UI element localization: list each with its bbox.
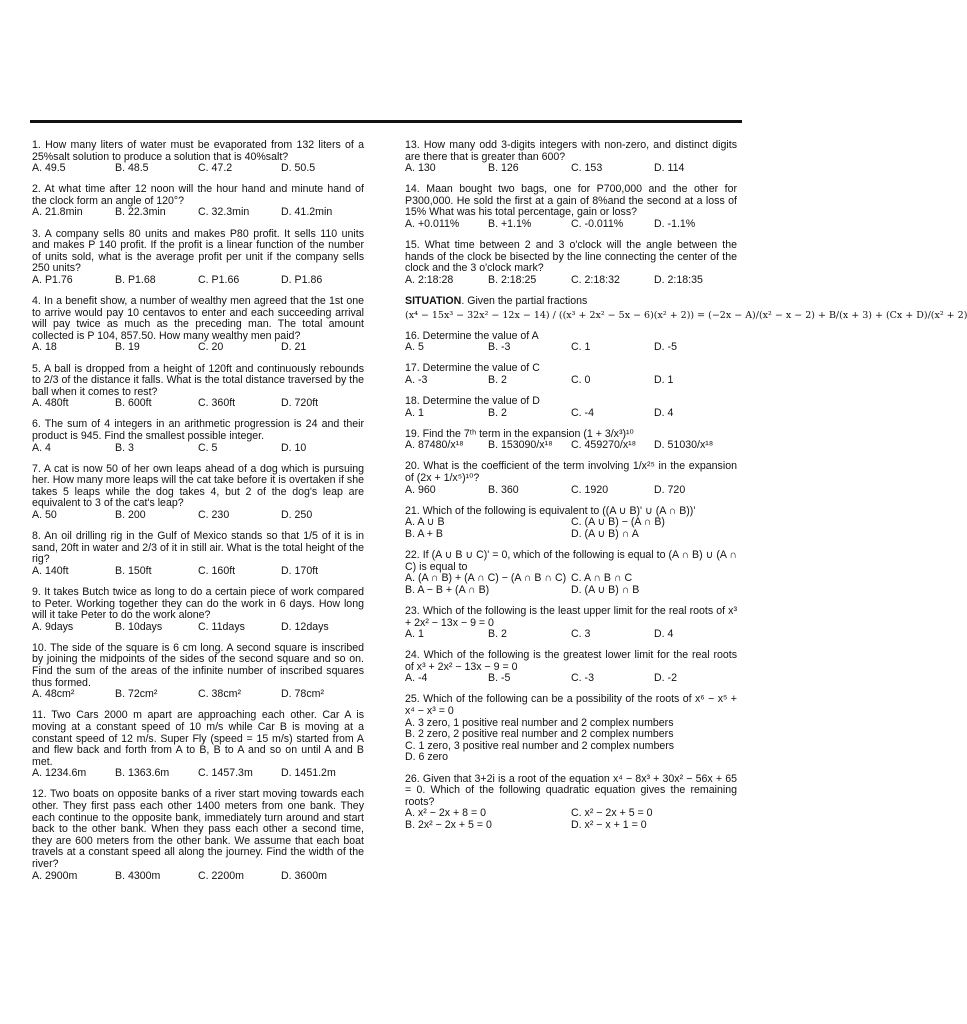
options [32, 275, 364, 287]
option-a: A. 50 [32, 509, 57, 522]
question-15 [405, 240, 737, 286]
option-b: B. 19 [115, 341, 140, 354]
option-b: B. 10days [115, 620, 163, 633]
option-b: B. 2:18:25 [488, 273, 537, 286]
question-stem: 13. How many odd 3-digits integers with non-zero, and distinct digits are there that is greater than 600? [405, 139, 737, 163]
question-9 [32, 587, 364, 633]
option-d: D. 51030/x¹⁸ [654, 439, 714, 452]
option-c: C. -4 [571, 406, 594, 419]
option-d: D. 1451.2m [281, 767, 336, 780]
option-c: C. 1457.3m [198, 767, 253, 780]
option-d: D. 50.5 [281, 162, 316, 175]
question-stem: 18. Determine the value of D [405, 395, 540, 408]
options [32, 566, 364, 578]
question-16 [405, 331, 737, 354]
option-b: B. 48.5 [115, 162, 149, 175]
question-stem: 16. Determine the value of A [405, 329, 539, 342]
question-stem: 7. A cat is now 50 of her own leaps ahead of a dog which is pursuing her. How many more leaps will the cat take before it is overtaken if she takes 5 leaps while the dog takes 4, but 2 of the dog's leap are equivalent to 3 of the cat's leap? [32, 462, 364, 510]
question-stem: 12. Two boats on opposite banks of a river start moving towards each other. They first pass each other 1400 meters from one bank. They each continue to the opposite bank, immediately turn around and start back to the other bank. When they pass each other a second time, they are 600 meters from the other bank. We assume that each boat travels at a constant speed all along the journey. Find the width of the river? [32, 788, 364, 870]
options [32, 342, 364, 354]
question-24 [405, 650, 737, 685]
option-a: A. 1 [405, 628, 424, 641]
options [405, 275, 737, 287]
option-c: C. 11days [198, 620, 245, 633]
option-d: D. 720 [654, 483, 686, 496]
question-stem: 25. Which of the following can be a possibility of the roots of x⁶ − x⁵ + x⁴ − x³ = 0 [405, 693, 737, 718]
option-a: A. A ∪ B [405, 516, 445, 529]
options [405, 485, 737, 497]
question-21 [405, 506, 737, 541]
option-b: B. 2 [488, 374, 507, 386]
option-a: A. 9days [32, 620, 74, 633]
option-b: B. 2 [488, 406, 507, 419]
options [32, 510, 364, 522]
option-d: D. P1.86 [281, 273, 323, 286]
question-stem: 4. In a benefit show, a number of wealthy men agreed that the 1st one to arrive would pay 10 centavos to enter and each succeeding arrival will pay twice as much as the preceding man. The total amount collected is P 104, 857.50. How many wealthy men paid? [32, 295, 364, 342]
options [32, 207, 364, 219]
option-a: A. P1.76 [32, 273, 73, 286]
option-c: C. 1 zero, 3 positive real number and 2 complex numbers [405, 739, 675, 752]
question-stem: 23. Which of the following is the least upper limit for the real roots of x³ + 2x² − 13x − 9 = 0 [405, 604, 737, 629]
question-13 [405, 140, 737, 175]
option-d: D. 6 zero [405, 751, 448, 764]
situation-text: . Given the partial fractions [461, 295, 588, 308]
option-a: A. 49.5 [32, 162, 66, 175]
option-c: C. -3 [571, 672, 594, 685]
question-stem: 11. Two Cars 2000 m apart are approaching each other. Car A is moving at a constant speed of 10 m/s while Car B is moving at a constant speed of 12 m/s. Super Fly (speed = 15 m/s) started from A and flew back and forth from A to B, B to A and so on until A and B met. [32, 709, 364, 768]
question-19 [405, 429, 737, 452]
left-column [32, 140, 364, 892]
option-c: C. 32.3min [198, 206, 250, 219]
option-a: A. x² − 2x + 8 = 0 [405, 807, 486, 820]
option-a: A. 2900m [32, 869, 78, 882]
option-a: A. 2:18:28 [405, 273, 454, 286]
option-a: A. 960 [405, 483, 436, 496]
options [405, 673, 737, 685]
question-stem: 26. Given that 3+2i is a root of the equation x⁴ − 8x³ + 30x² − 56x + 65 = 0. Which of the following quadratic equation gives the remaining roots? [405, 772, 737, 808]
question-stem: 3. A company sells 80 units and makes P80 profit. It sells 110 units and makes P 140 profit. If the profit is a linear function of the number of units sold, what is the average profit per unit if the company sells 250 units? [32, 227, 364, 275]
question-stem: 14. Maan bought two bags, one for P700,000 and the other for P300,000. He sold the first at a gain of 8%and the second at a loss of 15% What was his total percentage, gain or loss? [405, 183, 737, 219]
option-b: B. 72cm² [115, 688, 158, 701]
right-column [405, 139, 967, 841]
option-c: C. x² − 2x + 5 = 0 [571, 807, 653, 820]
option-d: D. 78cm² [281, 688, 324, 701]
option-a: A. +0.011% [405, 218, 460, 231]
option-c: C. 2200m [198, 869, 244, 882]
option-d: D. (A ∪ B) ∩ A [571, 527, 639, 540]
options [405, 808, 737, 831]
option-d: D. -1.1% [654, 218, 696, 231]
option-d: D. 4 [654, 406, 674, 419]
option-b: B. 2 [488, 628, 507, 641]
options [405, 408, 737, 420]
options [32, 622, 364, 634]
options [405, 219, 737, 231]
question-stem: 20. What is the coefficient of the term involving 1/x²⁵ in the expansion of (2x + 1/x⁵)¹⁰? [405, 460, 737, 485]
option-c: C. 230 [198, 509, 230, 522]
question-stem: 1. How many liters of water must be evaporated from 132 liters of a 25%salt solution to produce a solution that is 40%salt? [32, 139, 364, 163]
option-b: B. 22.3min [115, 206, 166, 219]
option-a: A. 48cm² [32, 688, 75, 701]
options [405, 163, 737, 175]
question-8 [32, 531, 364, 577]
question-4 [32, 296, 364, 354]
option-c: C. 3 [571, 628, 591, 641]
option-b: B. 4300m [115, 869, 161, 882]
options [405, 629, 737, 641]
option-a: A. 18 [32, 341, 57, 354]
question-stem: 19. Find the 7ᵗʰ term in the expansion (1 + 3/x³)¹⁰ [405, 427, 634, 440]
option-d: D. 170ft [281, 564, 319, 577]
option-d: D. 4 [654, 628, 674, 641]
option-b: B. P1.68 [115, 273, 156, 286]
option-a: A. 3 zero, 1 positive real number and 2 complex numbers [405, 716, 674, 729]
header-rule [30, 120, 742, 123]
option-c: C. 2:18:32 [571, 273, 620, 286]
option-b: B. 126 [488, 162, 519, 175]
option-b: B. 3 [115, 441, 134, 454]
situation-heading [405, 296, 737, 308]
option-b: B. 2 zero, 2 positive real number and 2 complex numbers [405, 728, 674, 741]
option-c: C. 0 [571, 374, 591, 386]
option-b: B. 360 [488, 483, 519, 496]
option-b: B. 200 [115, 509, 146, 522]
option-b: B. 2x² − 2x + 5 = 0 [405, 818, 492, 831]
options [405, 718, 737, 764]
option-a: A. 5 [405, 341, 424, 354]
option-a: A. 130 [405, 162, 436, 175]
question-17 [405, 363, 737, 386]
question-11 [32, 710, 364, 780]
options [32, 398, 364, 410]
options [32, 689, 364, 701]
question-stem: 9. It takes Butch twice as long to do a certain piece of work compared to Peter. Working together they can do the work in 6 days. How long will it take Peter to do the work alone? [32, 586, 364, 622]
option-d: D. 21 [281, 341, 307, 354]
question-1 [32, 140, 364, 175]
option-b: B. 150ft [115, 564, 152, 577]
options [405, 440, 737, 452]
option-d: D. (A ∪ B) ∩ B [571, 583, 640, 596]
option-b: B. 1363.6m [115, 767, 170, 780]
situation-label: SITUATION [405, 295, 462, 308]
options [405, 573, 737, 596]
question-stem: 24. Which of the following is the greatest lower limit for the real roots of x³ + 2x² − 13x − 9 = 0 [405, 649, 737, 673]
question-26 [405, 774, 737, 832]
option-d: D. 2:18:35 [654, 273, 703, 286]
option-d: D. 114 [654, 162, 685, 175]
options [405, 517, 737, 540]
question-12 [32, 789, 364, 882]
option-b: B. A + B [405, 527, 443, 540]
option-c: C. 20 [198, 341, 224, 354]
question-10 [32, 643, 364, 701]
question-stem: 10. The side of the square is 6 cm long. A second square is inscribed by joining the midpoints of the sides of the second square and so on. Find the sum of the areas of the infinite number of inscribed squares thus formed. [32, 641, 364, 689]
question-3 [32, 229, 364, 287]
situation [405, 295, 967, 321]
option-d: D. x² − x + 1 = 0 [571, 818, 647, 831]
option-c: C. 1920 [571, 483, 609, 496]
option-d: D. 41.2min [281, 206, 333, 219]
question-stem: 2. At what time after 12 noon will the hour hand and minute hand of the clock form an angle of 120°? [32, 183, 364, 207]
question-23 [405, 606, 737, 641]
option-b: B. A − B + (A ∩ B) [405, 583, 490, 596]
options [32, 768, 364, 780]
question-18 [405, 396, 737, 419]
partial-fraction-formula: (x⁴ − 15x³ − 32x² − 12x − 14) / ((x³ + 2x² − 5x − 6)(x² + 2)) = (−2x − A)/(x² − x − 2) + B/(x + 3) + (Cx + D)/(x² + 2) [405, 309, 967, 321]
option-b: B. 153090/x¹⁸ [488, 439, 553, 452]
options [405, 375, 737, 387]
option-a: A. 21.8min [32, 206, 83, 219]
options [32, 163, 364, 175]
option-c: C. 360ft [198, 397, 236, 410]
question-stem: 8. An oil drilling rig in the Gulf of Mexico stands so that 1/5 of it is in sand, 20ft in water and 2/3 of it in still air. What is the total height of the rig? [32, 530, 364, 566]
question-22 [405, 550, 737, 596]
option-d: D. 720ft [281, 397, 319, 410]
option-a: A. 1234.6m [32, 767, 87, 780]
option-d: D. -5 [654, 341, 677, 354]
option-d: D. 1 [654, 374, 674, 386]
option-c: C. 47.2 [198, 162, 233, 175]
question-stem: 15. What time between 2 and 3 o'clock will the angle between the hands of the clock be bisected by the line connecting the center of the clock and the 3 o'clock mark? [405, 239, 737, 275]
options [32, 871, 364, 883]
option-a: A. -3 [405, 374, 428, 386]
option-c: C. P1.66 [198, 273, 240, 286]
option-a: A. 1 [405, 406, 424, 419]
option-c: C. 38cm² [198, 688, 241, 701]
option-d: D. 10 [281, 441, 307, 454]
option-b: B. 600ft [115, 397, 152, 410]
option-a: A. 87480/x¹⁸ [405, 439, 464, 452]
option-d: D. 3600m [281, 869, 327, 882]
options [32, 443, 364, 455]
option-c: C. 153 [571, 162, 603, 175]
question-stem: 5. A ball is dropped from a height of 120ft and continuously rebounds to 2/3 of the distance it falls. What is the total distance traversed by the ball when it comes to rest? [32, 362, 364, 398]
option-d: D. -2 [654, 672, 677, 685]
option-c: C. 5 [198, 441, 218, 454]
option-b: B. -5 [488, 672, 511, 685]
option-c: C. 160ft [198, 564, 236, 577]
option-b: B. +1.1% [488, 218, 532, 231]
question-5 [32, 364, 364, 410]
question-stem: 6. The sum of 4 integers in an arithmetic progression is 24 and their product is 945. Find the smallest possible integer. [32, 418, 364, 442]
option-d: D. 250 [281, 509, 313, 522]
question-7 [32, 464, 364, 522]
question-stem: 17. Determine the value of C [405, 362, 540, 375]
options [405, 342, 737, 354]
option-a: A. -4 [405, 672, 428, 685]
question-2 [32, 184, 364, 219]
option-b: B. -3 [488, 341, 511, 354]
option-d: D. 12days [281, 620, 329, 633]
question-14 [405, 184, 737, 230]
question-6 [32, 419, 364, 454]
option-c: C. 1 [571, 341, 591, 354]
option-c: C. (A ∪ B) − (A ∩ B) [571, 516, 665, 529]
option-c: C. -0.011% [571, 218, 624, 231]
option-c: C. 459270/x¹⁸ [571, 439, 637, 452]
question-20 [405, 461, 737, 496]
option-a: A. 480ft [32, 397, 69, 410]
option-c: C. A ∩ B ∩ C [571, 572, 633, 585]
question-stem: 22. If (A ∪ B ∪ C)' = 0, which of the following is equal to (A ∩ B) ∪ (A ∩ C) is equal to [405, 549, 737, 573]
option-a: A. (A ∩ B) + (A ∩ C) − (A ∩ B ∩ C) [405, 572, 567, 585]
question-25 [405, 694, 737, 764]
option-a: A. 140ft [32, 564, 69, 577]
option-a: A. 4 [32, 441, 51, 454]
question-stem: 21. Which of the following is equivalent to ((A ∪ B)' ∪ (A ∩ B))' [405, 504, 696, 517]
